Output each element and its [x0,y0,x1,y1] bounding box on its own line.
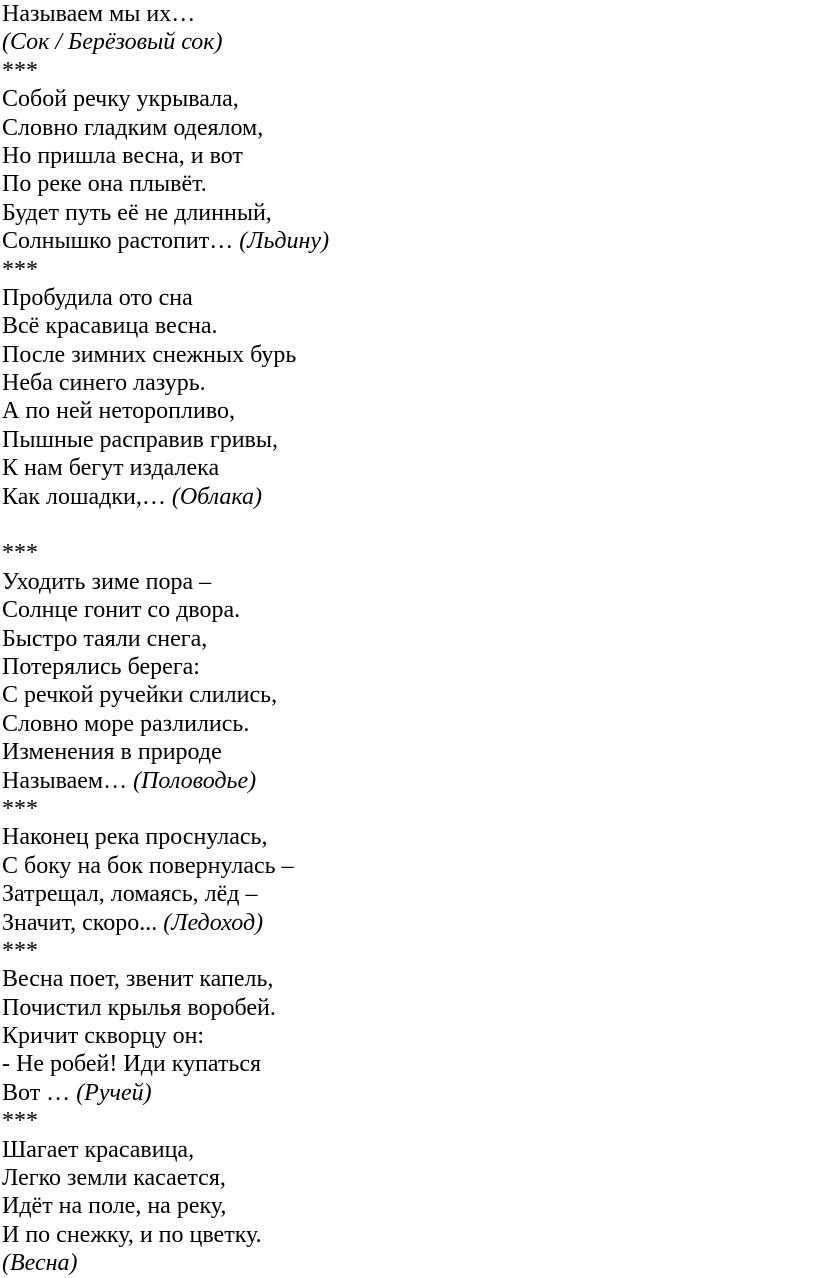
verse-line [2,0,812,28]
verse-line [2,767,812,795]
line-text: К нам бегут издалека [2,455,220,482]
verse-line [2,852,812,880]
riddle-answer: (Льдину) [239,228,330,255]
line-text: Будет путь её не длинный, [2,199,272,226]
verse-line [2,312,812,340]
verse-line [2,426,812,454]
line-text: Всё красавица весна. [2,313,218,340]
separator [2,256,812,284]
separator [2,57,812,85]
line-text: Солнышко растопит… [2,228,240,255]
line-text: А по ней неторопливо, [2,398,236,425]
line-text: После зимних снежных бурь [2,341,297,368]
line-text: Как лошадки,… [2,483,172,510]
line-text: Называем… [2,767,134,794]
riddle-answer: (Половодье) [133,767,257,794]
verse-line [2,483,812,511]
riddle-answer: (Сок / Берёзовый сок) [2,29,223,56]
line-text: Пробудила ото сна [2,284,193,311]
riddles-document [2,0,812,1278]
verse-line [2,568,812,596]
line-text: Собой речку укрывала, [2,86,239,113]
line-text: Словно гладким одеялом, [2,114,264,141]
line-text: Почистил крылья воробей. [2,994,276,1021]
line-text: Неба синего лазурь. [2,370,206,397]
answer-line [2,28,812,56]
line-text: *** [2,540,38,567]
verse-line [2,1079,812,1107]
line-text: *** [2,1108,38,1135]
verse-line [2,823,812,851]
separator [2,539,812,567]
line-text: Потерялись берега: [2,653,200,680]
line-text: Идёт на поле, на реку, [2,1193,227,1220]
line-text: И по снежку, и по цветку. [2,1221,262,1248]
line-text: По реке она плывёт. [2,171,207,198]
verse-line [2,596,812,624]
verse-line [2,341,812,369]
line-text: Но пришла весна, и вот [2,142,243,169]
verse-line [2,85,812,113]
line-text: - Не робей! Иди купаться [2,1051,262,1078]
line-text: Весна поет, звенит капель, [2,966,274,993]
riddle-answer: (Облака) [171,483,263,510]
verse-line [2,142,812,170]
line-text: Наконец река проснулась, [2,824,268,851]
blank-line [2,511,812,539]
line-text: Легко земли касается, [2,1165,226,1192]
riddle-answer: (Весна) [2,1250,78,1277]
line-text: Пышные расправив гривы, [2,426,279,453]
verse-line [2,1050,812,1078]
verse-line [2,681,812,709]
line-text: Шагает красавица, [2,1136,195,1163]
verse-line [2,1164,812,1192]
line-text: С боку на бок повернулась – [2,852,294,879]
separator [2,937,812,965]
verse-line [2,114,812,142]
riddle-answer: (Ледоход) [163,909,264,936]
riddle-answer: (Ручей) [76,1079,152,1106]
verse-line [2,994,812,1022]
line-text: Быстро таяли снега, [2,625,208,652]
verse-line [2,710,812,738]
line-text: С речкой ручейки слились, [2,682,278,709]
line-text: *** [2,937,38,964]
verse-line [2,965,812,993]
verse-line [2,880,812,908]
line-text: Словно море разлились. [2,710,250,737]
verse-line [2,625,812,653]
line-text: *** [2,795,38,822]
verse-line [2,227,812,255]
verse-line [2,284,812,312]
line-text: Уходить зиме пора – [2,568,212,595]
verse-line [2,170,812,198]
verse-line [2,738,812,766]
verse-line [2,1221,812,1249]
verse-line [2,1136,812,1164]
verse-line [2,1192,812,1220]
line-text: Изменения в природе [2,739,222,766]
line-text: Кричит скворцу он: [2,1023,205,1050]
line-text: Называем мы их… [2,1,196,27]
verse-line [2,1022,812,1050]
verse-line [2,653,812,681]
line-text: Значит, скоро... [2,909,164,936]
line-text: *** [2,57,38,84]
verse-line [2,454,812,482]
verse-line [2,909,812,937]
line-text: Солнце гонит со двора. [2,597,241,624]
verse-line [2,199,812,227]
line-text: Вот … [2,1079,77,1106]
verse-line [2,397,812,425]
verse-line [2,369,812,397]
separator [2,1107,812,1135]
separator [2,795,812,823]
answer-line [2,1249,812,1277]
line-text: *** [2,256,38,283]
line-text: Затрещал, ломаясь, лёд – [2,881,258,908]
